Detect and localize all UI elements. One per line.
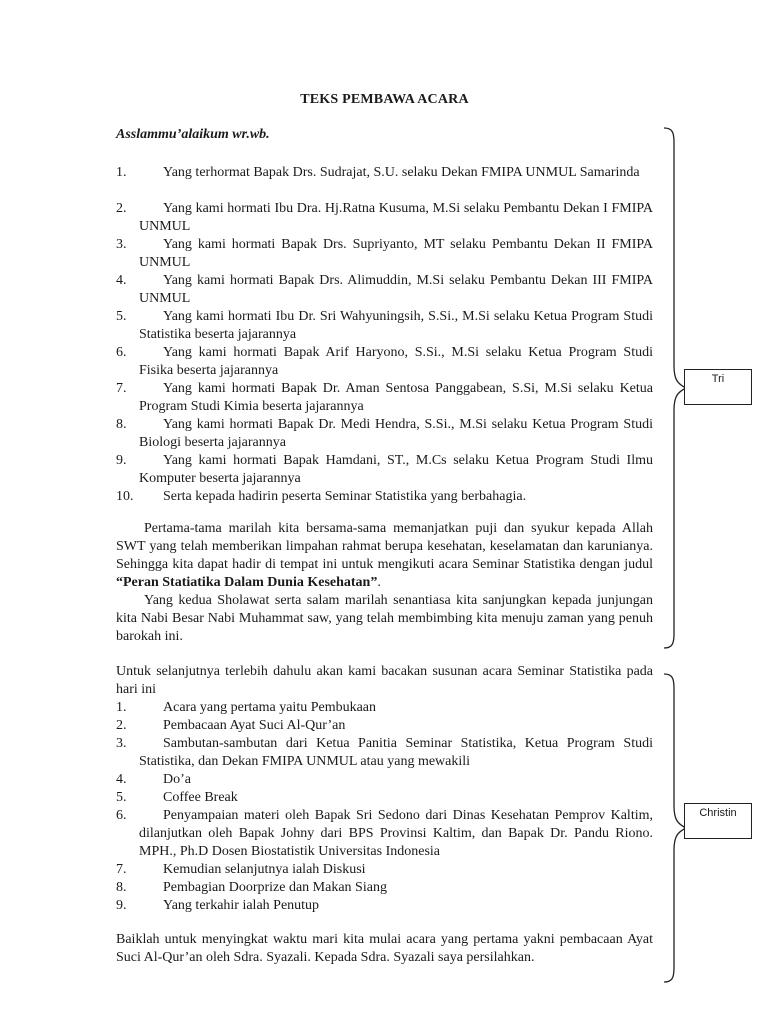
presenter-box-christin: Christin xyxy=(684,803,752,839)
list-item: 9. Yang terkahir ialah Penutup xyxy=(116,898,320,913)
list-item: 3. Sambutan-sambutan dari Ketua Panitia Seminar Statistika, Ketua Program Studi Statistika, dan Dekan FMIPA UNMUL atau yang mewakili xyxy=(116,736,653,769)
agenda-intro-paragraph: Untuk selanjutnya terlebih dahulu akan kami bacakan susunan acara Seminar Statistika pada hari ini xyxy=(116,664,653,697)
seminar-title: “Peran Statiatika Dalam Dunia Kesehatan” xyxy=(116,575,378,590)
list-item: 6. Yang kami hormati Bapak Arif Haryono, S.Si., M.Si selaku Ketua Program Studi Fisika beserta jajarannya xyxy=(116,345,653,378)
list-item: 7. Yang kami hormati Bapak Dr. Aman Sentosa Panggabean, S.Si, M.Si selaku Ketua Program Studi Kimia beserta jajarannya xyxy=(116,381,653,414)
list-item: 10. Serta kepada hadirin peserta Seminar Statistika yang berbahagia. xyxy=(116,489,527,504)
list-item: 8. Yang kami hormati Bapak Dr. Medi Hendra, S.Si., M.Si selaku Ketua Program Studi Biologi beserta jajarannya xyxy=(116,417,653,450)
list-item: 4. Do’a xyxy=(116,772,191,787)
list-item: 2. Pembacaan Ayat Suci Al-Qur’an xyxy=(116,718,346,733)
list-item: 5. Coffee Break xyxy=(116,790,238,805)
list-item: 1. Yang terhormat Bapak Drs. Sudrajat, S.U. selaku Dekan FMIPA UNMUL Samarinda xyxy=(116,165,640,180)
presenter-box-tri: Tri xyxy=(684,369,752,405)
list-item: 7. Kemudian selanjutnya ialah Diskusi xyxy=(116,862,366,877)
list-item: 4. Yang kami hormati Bapak Drs. Alimuddin, M.Si selaku Pembantu Dekan III FMIPA UNMUL xyxy=(116,273,653,306)
agenda-list xyxy=(116,699,653,915)
list-item: 1. Acara yang pertama yaitu Pembukaan xyxy=(116,700,377,715)
salutation-list xyxy=(116,164,653,506)
list-item: 6. Penyampaian materi oleh Bapak Sri Sedono dari Dinas Kesehatan Pemprov Kaltim, dilanjutkan oleh Bapak Johny dari BPS Provinsi Kaltim, dan Bapak Dr. Pandu Riono. MPH., Ph.D Dosen Biostatistik Universitas Indonesia xyxy=(116,808,653,859)
sholawat-paragraph: Yang kedua Sholawat serta salam marilah senantiasa kita sanjungkan kepada junjungan kita Nabi Besar Nabi Muhammat saw, yang telah membimbing kita menuju zaman yang penuh barokah ini. xyxy=(116,593,653,644)
list-item: 9. Yang kami hormati Bapak Hamdani, ST., M.Cs selaku Ketua Program Studi Ilmu Komputer beserta jajarannya xyxy=(116,453,653,486)
greeting: Asslammu’alaikum wr.wb. xyxy=(116,127,270,142)
list-item: 5. Yang kami hormati Ibu Dr. Sri Wahyuningsih, S.Si., M.Si selaku Ketua Program Studi Statistika beserta jajarannya xyxy=(116,309,653,342)
list-item: 2. Yang kami hormati Ibu Dra. Hj.Ratna Kusuma, M.Si selaku Pembantu Dekan I FMIPA UNMUL xyxy=(116,201,653,234)
list-item: 8. Pembagian Doorprize dan Makan Siang xyxy=(116,880,387,895)
document-title: TEKS PEMBAWA ACARA xyxy=(300,92,469,107)
opening-paragraph: Pertama-tama marilah kita bersama-sama memanjatkan puji dan syukur kepada Allah SWT yang telah memberikan limpahan rahmat berupa kesehatan, keselamatan dan karunianya. Sehingga kita dapat hadir di tempat ini untuk mengikuti acara Seminar Statistika dengan judul “Peran Statiatika Dalam Dunia Kesehatan”. xyxy=(116,521,653,590)
list-item: 3. Yang kami hormati Bapak Drs. Supriyanto, MT selaku Pembantu Dekan II FMIPA UNMUL xyxy=(116,237,653,270)
closing-paragraph: Baiklah untuk menyingkat waktu mari kita mulai acara yang pertama yakni pembacaan Ayat Suci Al-Qur’an oleh Sdra. Syazali. Kepada Sdra. Syazali saya persilahkan. xyxy=(116,932,653,965)
